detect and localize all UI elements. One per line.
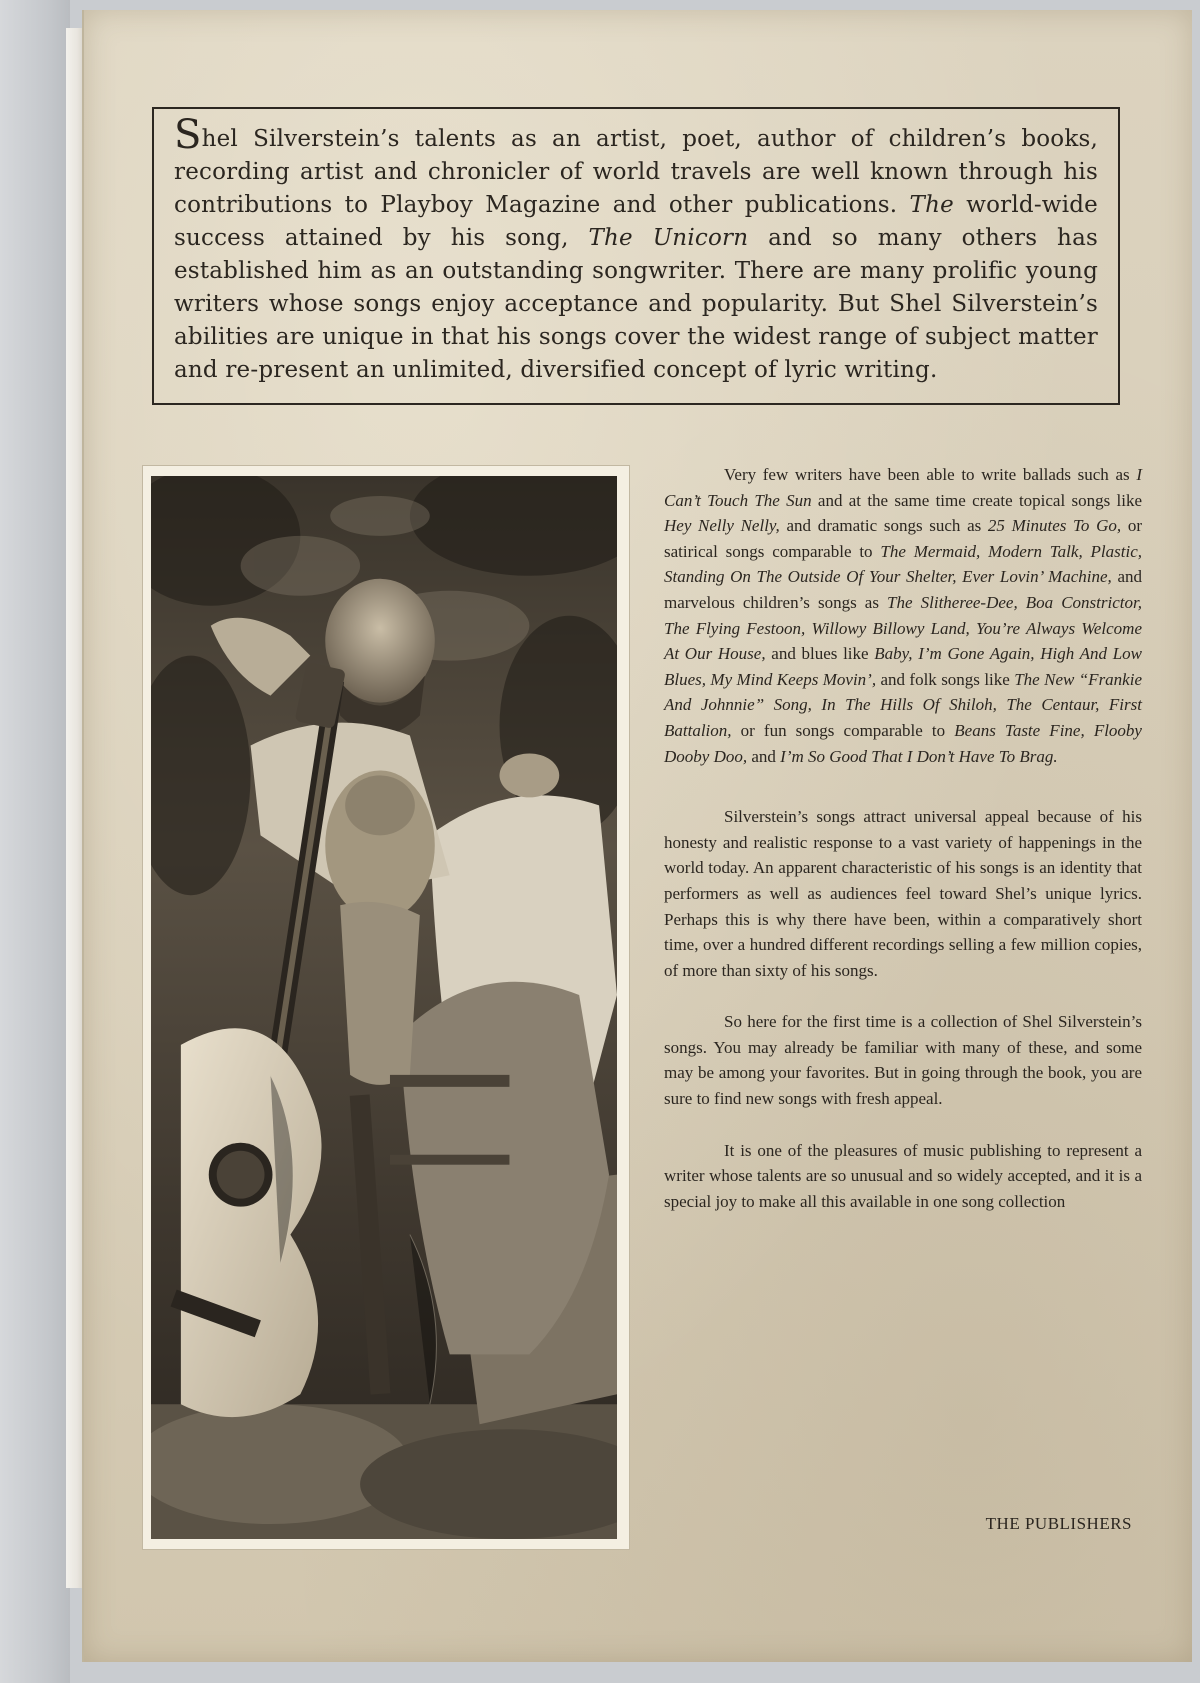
text-column (664, 462, 1142, 1214)
song-title: Hey Nelly Nelly, (664, 516, 780, 536)
text-run: and marvelous children’s songs as (664, 567, 1143, 612)
text-run: and folk songs like (876, 669, 1015, 689)
song-title: The Slitheree-Dee, Boa Constrictor, The Flying Festoon, Willowy Billowy Land, You’re Always Welcome At Our House, (664, 592, 1142, 664)
signature: THE PUBLISHERS (985, 1514, 1132, 1533)
text-run: or fun songs comparable to (731, 720, 955, 740)
song-title: Baby, I’m Gone Again, High And Low Blues, My Mind Keeps Movin’, (664, 644, 1142, 689)
song-title: I Can’t Touch The Sun (664, 465, 1142, 510)
text-run: and (747, 746, 781, 766)
paragraph-songs (664, 462, 1142, 769)
bio-segment-italic: The (909, 192, 954, 218)
scan-background (0, 0, 70, 1683)
author-photo (151, 476, 617, 1539)
back-cover (82, 10, 1192, 1662)
paragraph-collection: So here for the first time is a collection of Shel Silverstein’s songs. You may already be familiar with many of these, and some may be among your favorites. But in going through the book, you are sure to find new songs with fresh appeal. (664, 1012, 1142, 1109)
text-run: and dramatic songs such as (779, 516, 988, 536)
bio-segment: world-wide success attained by his song, (174, 192, 1098, 251)
text-run: and blues like (765, 644, 875, 664)
paragraph-appeal: Silverstein’s songs attract universal appeal because of his honesty and realistic response to a vast variety of happenings in the world today. An apparent characteristic of his songs is an identity that performers as well as audiences feel toward Shel’s unique lyrics. Perhaps this is why there have been, within a comparatively short time, over a hundred different recordings selling a few million copies, of more than sixty of his songs. (664, 807, 1142, 980)
bio-segment-italic: The Unicorn (588, 225, 749, 251)
paragraph-pleasure: It is one of the pleasures of music publishing to represent a writer whose talents are so unusual and so widely accepted, and it is a special joy to make all this available in one song collection (664, 1140, 1142, 1211)
song-title: 25 Minutes To Go, (987, 516, 1122, 536)
text-run: or satirical songs comparable to (664, 516, 1142, 561)
bio-segment: hel Silverstein’s talents as an artist, poet, author of children’s books, recording artist and chronicler of world travels are well known through his contributions to Playboy Magazine and other publications. (174, 126, 1098, 218)
song-title: The Mermaid, Modern Talk, Plastic, Standing On The Outside Of Your Shelter, Ever Lovin’ Machine, (664, 541, 1142, 587)
drop-cap: S (174, 112, 202, 158)
bio-box (152, 107, 1120, 405)
song-title: Beans Taste Fine, Flooby Dooby Doo, (664, 720, 1142, 766)
text-run: and at the same time create topical songs like (811, 490, 1142, 510)
bio-text (174, 112, 1098, 387)
song-title: I’m So Good That I Don’t Have To Brag. (780, 746, 1058, 766)
song-title: The New “Frankie And Johnnie” Song, In The Hills Of Shiloh, The Centaur, First Battalion, (664, 669, 1143, 740)
photo-frame (142, 465, 630, 1550)
bio-segment: and so many others has established him as an outstanding songwriter. There are many prolific young writers whose songs enjoy acceptance and popularity. But Shel Silverstein’s abilities are unique in that his songs cover the widest range of subject matter and re-present an unlimited, diversified concept of lyric writing. (174, 225, 1098, 383)
text-run: Very few writers have been able to write ballads such as (724, 465, 1137, 484)
